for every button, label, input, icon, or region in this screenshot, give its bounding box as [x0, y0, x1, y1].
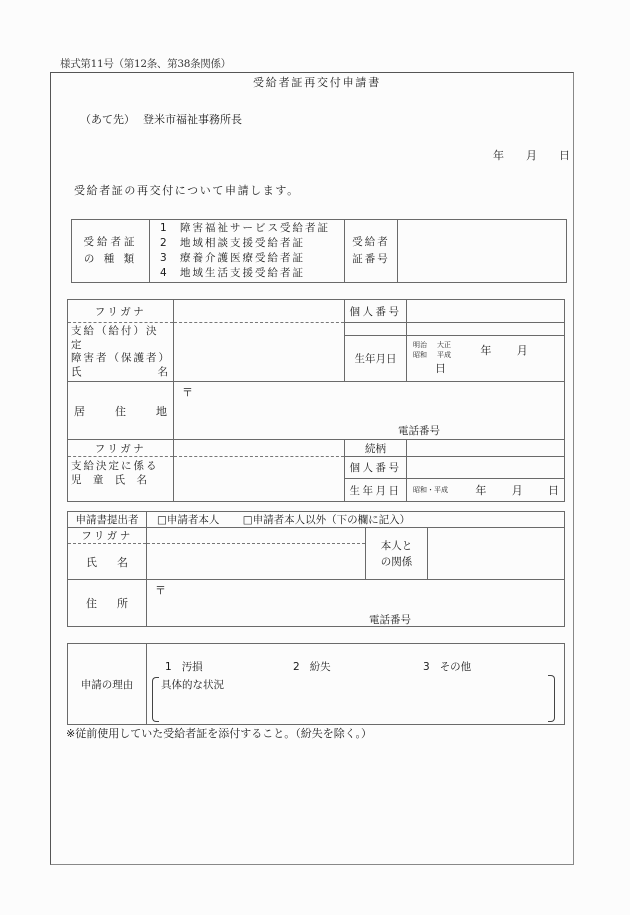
recipient-name-field[interactable] — [174, 323, 345, 382]
submitter-relation-field[interactable] — [428, 528, 565, 580]
postal-mark: 〒 — [182, 386, 193, 399]
certificate-type-table — [71, 219, 567, 283]
submitter-relation-label — [366, 528, 428, 580]
intro-statement: 受給者証の再交付について申請します。 — [74, 184, 300, 197]
option-label: 紛失 — [309, 661, 331, 673]
recipient-birthdate-field[interactable] — [407, 335, 565, 381]
option-number: 2 — [293, 661, 300, 673]
date-month-field[interactable]: 月 — [526, 149, 537, 162]
child-relationship-field[interactable] — [407, 440, 565, 457]
residence-field[interactable] — [174, 382, 565, 440]
label-line: 本人と — [380, 539, 413, 552]
residence-label — [68, 382, 174, 440]
era-option[interactable]: 平成 — [437, 351, 451, 360]
submitter-address-label — [68, 580, 147, 627]
child-name-label — [68, 457, 174, 502]
form-title: 受給者証再交付申請書 — [253, 76, 381, 89]
label-line: 支給（給付）決定 — [71, 325, 159, 351]
label-line: 受給者 — [352, 236, 390, 248]
submitter-address-field[interactable] — [147, 580, 565, 627]
option-number: 3 — [160, 252, 167, 264]
recipient-birthdate-label: 生年月日 — [345, 335, 407, 381]
spacer — [407, 323, 565, 336]
reason-option-1[interactable] — [165, 659, 203, 674]
recipient-individual-number-field[interactable] — [407, 300, 565, 323]
label-line: 受給者証 — [83, 236, 138, 248]
label-char: 氏 — [86, 555, 97, 569]
phone-label: 電話番号 — [369, 614, 411, 626]
reason-option-3[interactable] — [423, 659, 471, 674]
certificate-type-option[interactable] — [160, 251, 344, 266]
right-bracket-icon — [548, 675, 555, 722]
year-label: 年 — [480, 344, 492, 358]
reason-label: 申請の理由 — [68, 644, 147, 725]
certificate-type-options[interactable] — [150, 220, 345, 283]
submitter-label: 申請書提出者 — [68, 512, 147, 528]
submitter-name-field[interactable] — [147, 544, 366, 580]
recipient-furigana-label: フリガナ — [68, 300, 174, 323]
child-relationship-label: 続柄 — [345, 440, 407, 457]
label-line: の関係 — [380, 555, 413, 568]
label-char: 居 — [74, 404, 85, 418]
day-label: 日 — [548, 484, 560, 497]
left-bracket-icon — [152, 677, 159, 722]
recipient-name-label — [68, 323, 174, 382]
date-year-field[interactable]: 年 — [493, 149, 504, 162]
option-label: 汚損 — [181, 661, 203, 673]
option-label: 地域相談支援受給者証 — [180, 237, 305, 249]
reason-table — [67, 643, 565, 725]
certificate-type-option[interactable] — [160, 266, 344, 281]
details-label: 具体的な状況 — [161, 679, 224, 691]
child-individual-number-field[interactable] — [407, 457, 565, 479]
label-char: 所 — [117, 597, 128, 610]
label-line: 証番号 — [352, 253, 390, 265]
label-line: 児 童 氏 名 — [71, 473, 152, 486]
label-char: 地 — [156, 404, 167, 418]
submitter-name-label — [68, 544, 147, 580]
era-option[interactable]: 大正 — [437, 341, 451, 350]
option-number: 1 — [160, 222, 167, 234]
child-individual-number-label: 個人番号 — [345, 457, 407, 479]
recipient-individual-number-label: 個人番号 — [345, 300, 407, 323]
child-name-field[interactable] — [174, 457, 345, 502]
era-options[interactable]: 昭和・平成 — [413, 486, 448, 494]
option-number: 3 — [423, 661, 430, 673]
option-label: 療養介護医療受給者証 — [180, 252, 305, 264]
option-number: 1 — [165, 661, 172, 673]
certificate-number-field[interactable] — [398, 220, 567, 283]
certificate-number-label — [345, 220, 398, 283]
certificate-type-option[interactable] — [160, 221, 344, 236]
label-line: の 種 類 — [83, 253, 138, 265]
era-options[interactable] — [413, 340, 461, 360]
child-furigana-field[interactable] — [174, 440, 345, 457]
child-birthdate-label: 生年月日 — [345, 479, 407, 502]
month-label: 月 — [516, 344, 528, 358]
spacer — [345, 323, 407, 336]
label-char: 名 — [117, 555, 128, 569]
day-label: 日 — [435, 362, 446, 376]
recipient-table — [67, 299, 565, 502]
option-label: その他 — [439, 661, 472, 673]
option-label: 障害福祉サービス受給者証 — [180, 222, 330, 234]
certificate-type-label — [72, 220, 150, 283]
submitter-furigana-label: フリガナ — [68, 528, 147, 544]
addressee: 登米市福祉事務所長 — [143, 113, 242, 126]
era-option[interactable]: 昭和 — [413, 351, 427, 360]
label-line — [71, 366, 170, 380]
reason-option-2[interactable] — [293, 659, 331, 674]
submitter-self-checkbox[interactable]: □申請者本人 — [157, 514, 220, 526]
label-char: 名 — [157, 365, 170, 378]
form-number: 様式第11号（第12条、第38条関係） — [60, 58, 231, 70]
submitter-table — [67, 511, 565, 627]
submitter-options — [147, 512, 565, 528]
submitter-furigana-field[interactable] — [147, 528, 366, 544]
label-char: 氏 — [71, 365, 84, 378]
submitter-other-checkbox[interactable]: □申請者本人以外（下の欄に記入） — [242, 514, 411, 526]
year-label: 年 — [475, 484, 487, 497]
child-furigana-label: フリガナ — [68, 440, 174, 457]
phone-label: 電話番号 — [398, 425, 440, 437]
label-line: 支給決定に係る — [71, 460, 159, 472]
footnote: ※従前使用していた受給者証を添付すること。（紛失を除く。） — [66, 727, 372, 740]
label-char: 住 — [86, 597, 97, 610]
certificate-type-option[interactable] — [160, 236, 344, 251]
label-line: 障害者（保護者） — [71, 352, 171, 364]
reason-field[interactable] — [147, 644, 565, 725]
label-char: 住 — [115, 404, 126, 418]
date-day-field[interactable]: 日 — [559, 149, 570, 162]
recipient-furigana-field[interactable] — [174, 300, 345, 323]
child-birthdate-field[interactable] — [407, 479, 565, 502]
era-option[interactable]: 明治 — [413, 341, 427, 350]
month-label: 月 — [511, 484, 523, 497]
postal-mark: 〒 — [155, 584, 166, 597]
option-label: 地域生活支援受給者証 — [180, 267, 305, 279]
addressee-label: （あて先） — [80, 113, 135, 126]
option-number: 4 — [160, 267, 167, 279]
option-number: 2 — [160, 237, 167, 249]
